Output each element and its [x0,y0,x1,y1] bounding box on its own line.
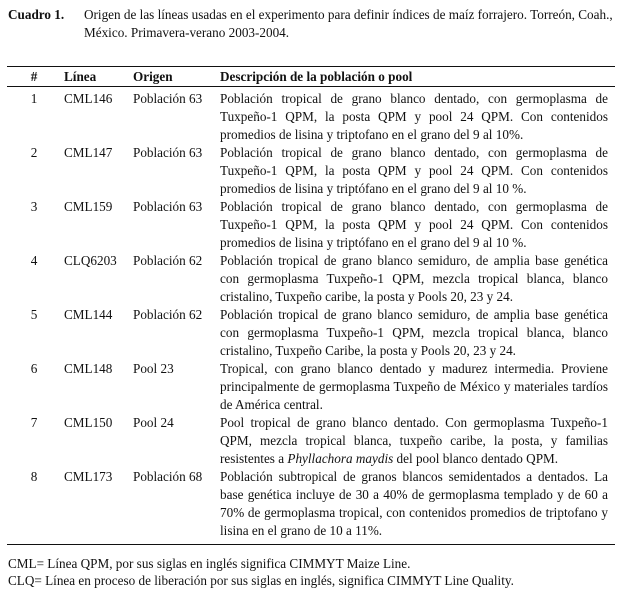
row-number: 2 [30,145,38,160]
footnote-cml: CML= Línea QPM, por sus siglas en inglés significa CIMMYT Maize Line. [8,556,411,571]
row-origen: Población 62 [133,253,203,268]
row-number: 8 [30,469,38,484]
row-description-text-end: del pool blanco dentado QPM. [393,451,559,466]
row-linea: CLQ6203 [64,253,117,268]
row-number: 5 [30,307,38,322]
row-origen: Población 63 [133,199,203,214]
species-name: Phyllachora maydis [287,451,394,466]
row-linea: CML150 [64,415,113,430]
row-linea: CML159 [64,199,113,214]
row-number: 3 [30,199,38,214]
row-description: Población tropical de grano blanco semiduro, de amplia base genética con germoplasma Tuxpeño-1 QPM, mezcla tropical blanca, blanco cristalino, Tuxpeño caribe, la posta y Pools 20, 23 y 24. [220,253,608,304]
header-origen: Origen [133,69,173,84]
row-origen: Población 63 [133,91,203,106]
table-bottom-rule [7,544,615,545]
row-linea: CML146 [64,91,113,106]
row-description: Población subtropical de granos blancos semidentados a dentados. La base genética incluye de 30 a 40% de germoplasma templado y de 60 a 70% de germoplasma tropical, con contenidos promedios de triptofano y lisina en el grano de 10 a 11%. [220,469,608,538]
row-description [220,414,608,468]
footnote-clq: CLQ= Línea en proceso de liberación por sus siglas en inglés, significa CIMMYT Line Quality. [8,573,514,588]
header-num: # [30,69,38,84]
caption-label: Cuadro 1. [8,7,65,22]
row-origen: Pool 24 [133,415,174,430]
table-header-rule [7,86,615,87]
row-origen: Pool 23 [133,361,174,376]
row-linea: CML144 [64,307,113,322]
row-description-text: Pool tropical de grano blanco dentado. Con germoplasma Tuxpeño-1 QPM, mezcla tropical blanca, tuxpeño caribe, la posta, y familias resistentes a [220,415,608,466]
row-description: Población tropical de grano blanco semiduro, de amplia base genética con germoplasma Tuxpeño-1 QPM, mezcla tropical blanca, blanco cristalino, Tuxpeño Caribe, la posta y Pools 20, 23 y 24. [220,307,608,358]
row-linea: CML173 [64,469,113,484]
row-number: 1 [30,91,38,106]
row-linea: CML147 [64,145,113,160]
header-linea: Línea [64,69,97,84]
row-origen: Población 63 [133,145,203,160]
row-description: Población tropical de grano blanco dentado, con germoplasma de Tuxpeño-1 QPM, la posta QPM y pool 24 QPM. Con contenidos promedios de lisina y triptófano en el grano del 9 al 10 %. [220,199,608,250]
header-descripcion: Descripción de la población o pool [220,69,413,84]
caption-text: Origen de las líneas usadas en el experimento para definir índices de maíz forrajero. Torreón, Coah., México. Primavera-verano 2003-2004. [84,7,613,40]
row-linea: CML148 [64,361,113,376]
row-number: 7 [30,415,38,430]
row-origen: Población 68 [133,469,203,484]
row-description: Población tropical de grano blanco dentado, con germoplasma de Tuxpeño-1 QPM, la posta QPM y pool 24 QPM. Con contenidos promedios de lisina y triptófano en el grano del 9 al 10 %. [220,145,608,196]
row-origen: Población 62 [133,307,203,322]
table-top-rule [7,66,615,67]
row-description: Tropical, con grano blanco dentado y madurez intermedia. Proviene principalmente de germoplasma Tuxpeño de México y materiales tardíos de América central. [220,361,608,412]
table-caption [8,6,614,42]
row-number: 4 [30,253,38,268]
row-description: Población tropical de grano blanco dentado, con germoplasma de Tuxpeño-1 QPM, la posta QPM y pool 24 QPM. Con contenidos promedios de lisina y triptofano en el grano del 9 al 10%. [220,91,608,142]
row-number: 6 [30,361,38,376]
